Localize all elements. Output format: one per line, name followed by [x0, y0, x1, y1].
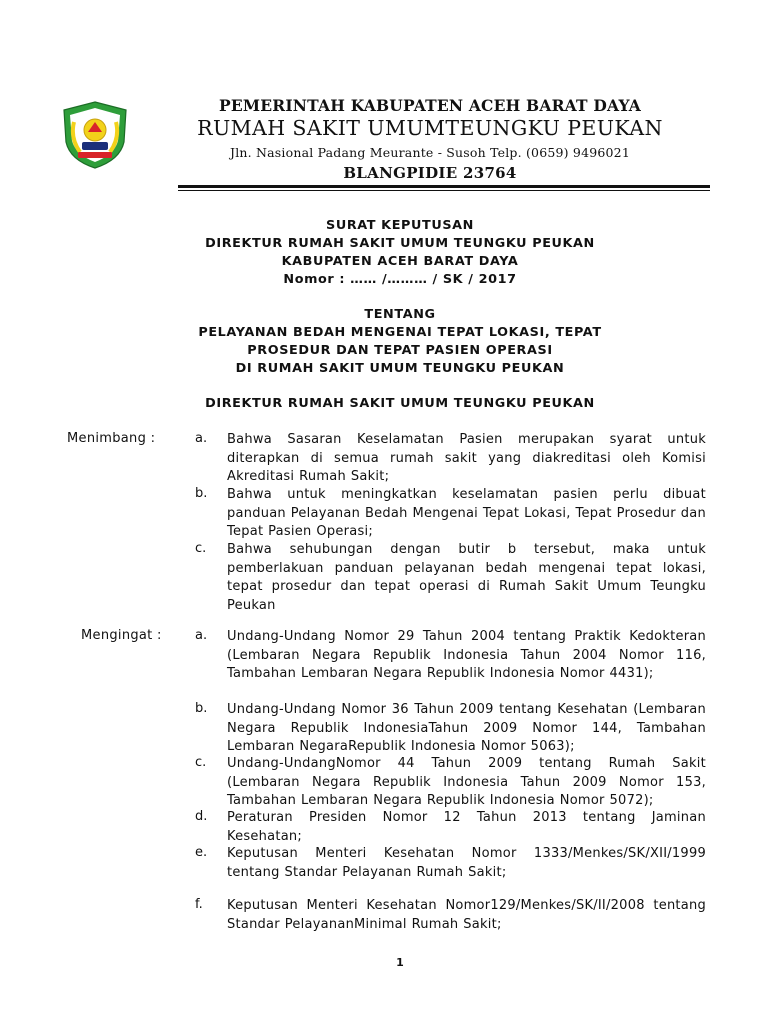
decree-number: Nomor : …… /……… / SK / 2017: [283, 272, 517, 287]
letterhead-divider: [178, 185, 710, 188]
decree-subject-line3: DI RUMAH SAKIT UMUM TEUNGKU PEUKAN: [235, 361, 565, 376]
letterhead-divider-thin: [178, 190, 710, 191]
letterhead-city: BLANGPIDIE 23764: [343, 164, 517, 182]
aceh-barat-daya-emblem-icon: [60, 100, 130, 170]
decree-region: KABUPATEN ACEH BARAT DAYA: [281, 254, 519, 269]
decree-signatory: DIREKTUR RUMAH SAKIT UMUM TEUNGKU PEUKAN: [205, 396, 595, 411]
mengingat-item-e: Keputusan Menteri Kesehatan Nomor 1333/Menkes/SK/XII/1999 tentang Standar Pelayanan Rumah Sakit;: [227, 846, 706, 880]
decree-subject-line1: PELAYANAN BEDAH MENGENAI TEPAT LOKASI, TEPAT: [198, 325, 602, 340]
letterhead-hospital-name: RUMAH SAKIT UMUMTEUNGKU PEUKAN: [197, 116, 663, 140]
letterhead-government: PEMERINTAH KABUPATEN ACEH BARAT DAYA: [219, 96, 641, 115]
mengingat-letter-b: b.: [195, 701, 208, 716]
mengingat-letter-c: c.: [195, 755, 207, 770]
mengingat-letter-f: f.: [195, 897, 203, 912]
menimbang-item-c: Bahwa sehubungan dengan butir b tersebut, maka untuk pemberlakuan panduan pelayanan bedah mengenai tepat lokasi, tepat prosedur dan tepat operasi di Rumah Sakit Umum Teungku Peukan: [227, 542, 706, 613]
menimbang-letter-a: a.: [195, 431, 208, 446]
menimbang-letter-c: c.: [195, 541, 207, 556]
mengingat-letter-e: e.: [195, 845, 208, 860]
decree-title: SURAT KEPUTUSAN: [326, 218, 474, 233]
mengingat-item-a: Undang-Undang Nomor 29 Tahun 2004 tentang Praktik Kedokteran (Lembaran Negara Republik Indonesia Tahun 2004 Nomor 116, Tambahan Lembaran Negara Republik Indonesia Nomor 4431);: [227, 629, 706, 681]
mengingat-label: Mengingat :: [81, 628, 162, 643]
mengingat-item-c: Undang-UndangNomor 44 Tahun 2009 tentang Rumah Sakit (Lembaran Negara Republik Indonesia Tahun 2009 Nomor 153, Tambahan Lembaran Negara Republik Indonesia Nomor 5072);: [227, 756, 706, 808]
menimbang-label: Menimbang :: [67, 431, 156, 446]
mengingat-item-d: Peraturan Presiden Nomor 12 Tahun 2013 tentang Jaminan Kesehatan;: [227, 810, 706, 844]
menimbang-letter-b: b.: [195, 486, 208, 501]
mengingat-letter-a: a.: [195, 628, 208, 643]
letterhead-address: Jln. Nasional Padang Meurante - Susoh Telp. (0659) 9496021: [229, 145, 630, 160]
decree-about: TENTANG: [364, 307, 436, 322]
menimbang-item-b: Bahwa untuk meningkatkan keselamatan pasien perlu dibuat panduan Pelayanan Bedah Mengenai Tepat Lokasi, Tepat Prosedur dan Tepat Pasien Operasi;: [227, 487, 706, 539]
decree-subject-line2: PROSEDUR DAN TEPAT PASIEN OPERASI: [247, 343, 553, 358]
mengingat-letter-d: d.: [195, 809, 208, 824]
decree-issuer: DIREKTUR RUMAH SAKIT UMUM TEUNGKU PEUKAN: [205, 236, 595, 251]
menimbang-item-a: Bahwa Sasaran Keselamatan Pasien merupakan syarat untuk diterapkan di semua rumah sakit yang diakreditasi oleh Komisi Akreditasi Rumah Sakit;: [227, 432, 706, 484]
page-number: 1: [396, 956, 404, 969]
mengingat-item-b: Undang-Undang Nomor 36 Tahun 2009 tentang Kesehatan (Lembaran Negara Republik IndonesiaTahun 2009 Nomor 144, Tambahan Lembaran NegaraRepublik Indonesia Nomor 5063);: [227, 702, 706, 754]
mengingat-item-f: Keputusan Menteri Kesehatan Nomor129/Menkes/SK/II/2008 tentang Standar PelayananMinimal Rumah Sakit;: [227, 898, 706, 932]
